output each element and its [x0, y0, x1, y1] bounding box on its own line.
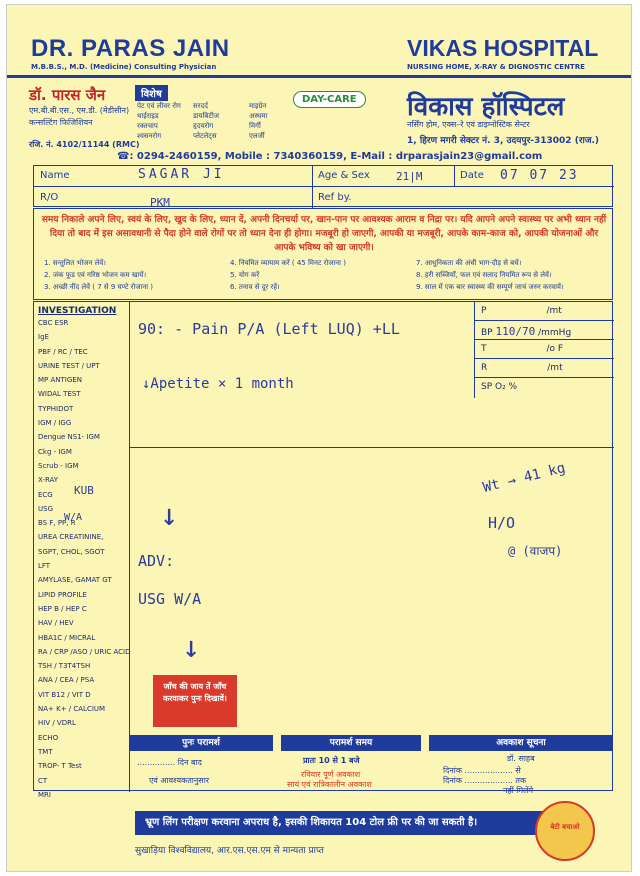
form-col-divider — [312, 166, 313, 208]
date-label: Date — [460, 170, 484, 181]
ref-label: Ref by. — [318, 192, 352, 203]
patient-residence: PKM — [150, 196, 170, 209]
investigation-item[interactable]: HEP B / HEP C — [38, 604, 87, 613]
vital-pulse: P /mt — [475, 302, 614, 321]
investigation-item[interactable]: IgE — [38, 333, 49, 342]
investigation-item[interactable]: ECHO — [38, 733, 59, 742]
prescription-sheet — [6, 4, 632, 872]
hospital-subtitle: NURSING HOME, X-RAY & DIGNOSTIC CENTRE — [407, 63, 585, 71]
investigation-item[interactable]: VIT B12 / VIT D — [38, 690, 91, 699]
vital-temp: T /o F — [475, 340, 614, 359]
doctor-name-hindi: डॉ. पारस जैन — [29, 86, 106, 104]
age-sex-label: Age & Sex — [318, 170, 370, 181]
investigation-item[interactable]: TMT — [38, 747, 53, 756]
handwritten-usg: W/A — [64, 512, 83, 523]
investigation-item[interactable]: CT — [38, 776, 48, 785]
investigation-item[interactable]: BS F, PP, R — [38, 519, 76, 528]
hospital-name: VIKAS HOSPITAL — [407, 35, 599, 61]
investigation-item[interactable]: USG — [38, 504, 53, 513]
handwritten-weight: Wt → 41 kg — [481, 460, 567, 496]
vitals-panel — [474, 302, 614, 398]
name-label: Name — [40, 170, 70, 181]
advice-tips: 1. सन्तुलित भोजन लेवें। 4. नियमित व्यायाम करें ( 45 मिनट रोजाना ) 7. आधुनिकता की अंधी भाग-दौड़ से बचें।2. जंक फूड एवं गरिष्ठ भोजन कम खायें। 5. योग करें 8. हरी सब्जियाँ, फल एवं सलाद नियमित रूप से लेवें।3. अच्छी नींद लेवें ( 7 से 9 घण्टे रोजाना ) 6. तनाव से दूर रहें। 9. साल में एक बार स्वास्थ्य की सम्पूर्ण जाचं जरुर करवायें। — [44, 259, 564, 291]
investigation-item[interactable]: ANA / CEA / PSA — [38, 676, 95, 685]
vital-spo2: SP O₂ % — [481, 382, 518, 392]
handwritten-complaint: 90: - Pain P/A (Left LUQ) +LL — [138, 320, 400, 338]
speciality-tag: विशेष — [135, 85, 168, 101]
ro-label: R/O — [40, 192, 59, 203]
time-value: प्रातः 10 से 1 बजे — [303, 756, 360, 765]
down-arrow-icon: ↓ — [160, 498, 179, 533]
advice-banner: समय निकाले अपने लिए, स्वयं के लिए, खुद के लिए, ध्यान दें, अपनी दिनचर्या पर, खान-पान पर आवश्यक आराम व निद्रा पर। यदि आपने अपने स्वास्थ्य पर अभी ध्यान नहीं दिया तो बाद में इस असावधानी से पैदा होने वाले रोगों पर तो ध्यान देना ही होगा। मजबूरी हो जाएगी, आपकी या मजबूरी, आपके काम-काज को, आपकी योजनाओं और आपके भविष्य को खा जाएगी। — [41, 215, 607, 253]
investigation-item[interactable]: HAV / HEV — [38, 619, 74, 628]
contact-line: ☎: 0294-2460159, Mobile : 7340360159, E-Mail : drparasjain23@gmail.com — [117, 151, 543, 162]
handwritten-appetite: ↓Apetite × 1 month — [142, 376, 294, 392]
hospital-name-hindi: विकास हॉस्पिटल — [407, 92, 565, 122]
doctor-degrees: M.B.B.S., M.D. (Medicine) Consulting Physician — [31, 63, 217, 71]
revisit-days: ............... दिन बाद — [137, 758, 202, 767]
health-advice — [33, 208, 613, 300]
investigation-item[interactable]: RA / CRP /ASO / URIC ACID — [38, 647, 131, 656]
logo-text: बेटी बचाओ — [550, 823, 580, 831]
form-divider — [34, 186, 614, 187]
handwritten-history: H/O — [488, 514, 516, 532]
investigation-item[interactable]: HBA1C / MICRAL — [38, 633, 96, 642]
investigation-item[interactable]: Scrub - IGM — [38, 461, 79, 470]
investigation-item[interactable]: TYPHIDOT — [38, 404, 74, 413]
header-divider — [7, 75, 632, 78]
time-evening: सायं एवं रात्रिकालीन अवकाश — [287, 780, 372, 789]
vital-bp: BP 110/70 /mmHg — [475, 321, 614, 340]
investigation-item[interactable]: Ckg - IGM — [38, 447, 72, 456]
investigation-item[interactable]: HIV / VDRL — [38, 719, 76, 728]
speciality-list: पेट एवं लीवर रोग सरदर्द माइग्रेनथाईराइड डायबिटीज अस्थमारक्तचाप हृदयरोग मिर्गीश्वसनरोग प्लेटलेट्स एलर्जी — [137, 102, 268, 140]
age-sex-value: 21|M — [396, 170, 423, 183]
handwritten-history-note: @ (वाजप) — [508, 544, 563, 558]
investigation-item[interactable]: LIPID PROFILE — [38, 590, 87, 599]
handwritten-xray: KUB — [74, 484, 94, 497]
investigation-item[interactable]: TSH / T3T4TSH — [38, 662, 91, 671]
down-arrow-icon-2: ↓ — [182, 630, 201, 665]
investigation-title: INVESTIGATION — [38, 306, 117, 316]
doctor-name: DR. PARAS JAIN — [31, 35, 230, 62]
handwritten-adv-label: ADV: — [138, 552, 175, 570]
hospital-address: 1, हिरण मगरी सेक्टर नं. 3, उदयपुर-313002 (राज.) — [407, 136, 600, 146]
investigation-item[interactable]: ECG — [38, 490, 53, 499]
investigation-item[interactable]: PBF / RC / TEC — [38, 347, 88, 356]
investigation-item[interactable]: TROP- T Test — [38, 762, 82, 771]
leave-absent: नहीं मिलेंगे — [503, 786, 534, 795]
degrees-hindi: एम.बी.बी.एस., एम.डी. (मेडीसीन) कन्सल्टिंग फिजिशियन — [29, 106, 130, 127]
investigation-item[interactable]: MP ANTIGEN — [38, 376, 82, 385]
investigation-item[interactable]: WIDAL TEST — [38, 390, 81, 399]
patient-form — [33, 165, 613, 207]
leave-doctor: डॉ. साहब — [507, 754, 535, 763]
investigation-item[interactable]: URINE TEST / UPT — [38, 361, 100, 370]
date-value: 07 07 23 — [500, 168, 579, 183]
leave-heading: अवकाश सूचना — [429, 735, 613, 751]
investigation-item[interactable]: Dengue NS1- IGM — [38, 433, 100, 442]
investigation-item[interactable]: X-RAY — [38, 476, 59, 485]
time-sunday: रविवार पूर्ण अवकाश — [301, 770, 361, 779]
vital-resp: R /mt — [475, 359, 614, 378]
daycare-badge: DAY-CARE — [293, 91, 366, 108]
university-affiliation: सुखाड़िया विश्वविद्यालय, आर.एस.एस.एम से मान्यता प्राप्त — [135, 846, 324, 856]
leave-from: दिनांक ................... से — [443, 766, 521, 775]
legal-warning: भ्रूण लिंग परीक्षण करवाना अपराध है, इसकी शिकायत 104 टोल फ्री पर की जा सकती है। — [135, 811, 545, 835]
investigation-item[interactable]: AMYLASE, GAMAT GT — [38, 576, 112, 585]
beti-bachao-logo — [535, 801, 595, 861]
investigation-item[interactable]: MRI — [38, 790, 51, 799]
investigation-panel — [34, 302, 131, 799]
hospital-subtitle-hindi: नर्सिंग होम, एक्स–रे एवं डाइग्नोस्टिक सेन्टर — [407, 120, 530, 129]
time-heading: परामर्श समय — [281, 735, 421, 751]
investigation-list — [34, 316, 129, 802]
investigation-item[interactable]: CBC ESR — [38, 319, 69, 327]
handwritten-adv-usg: USG W/A — [138, 590, 202, 608]
patient-name: SAGAR JI — [138, 167, 225, 182]
investigation-item[interactable]: UREA CREATININE, — [38, 533, 104, 542]
form-col-divider-2 — [454, 166, 455, 186]
investigation-item[interactable]: SGPT, CHOL, SGOT — [38, 547, 105, 556]
revisit-need: एवं आवश्यकतानुसार — [149, 776, 210, 785]
leave-to: दिनांक ................... तक — [443, 776, 527, 785]
investigation-item[interactable]: IGM / IGG — [38, 419, 72, 428]
section-divider — [130, 447, 614, 448]
revisit-heading: पुनः परामर्श — [129, 735, 273, 751]
investigation-item[interactable]: LFT — [38, 562, 51, 571]
registration-number: रजि. नं. 4102/11144 (RMC) — [29, 140, 140, 149]
prescription-body — [33, 301, 613, 799]
test-reminder-note: जाँच की जाय तें जाँच करवाकर पुनः दिखावें। — [153, 675, 237, 727]
investigation-item[interactable]: NA+ K+ / CALCIUM — [38, 705, 106, 714]
